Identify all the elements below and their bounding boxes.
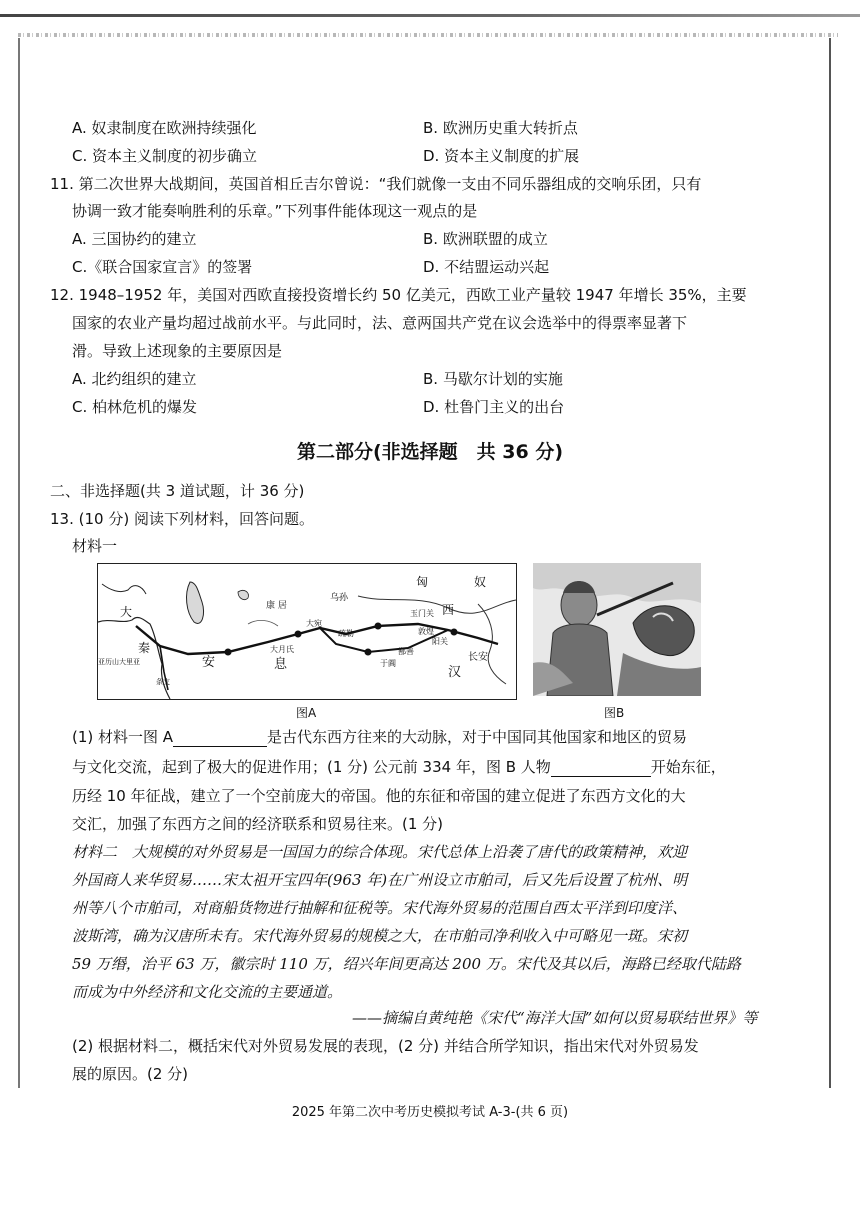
map-label: 匈 — [416, 575, 429, 589]
material2-line6: 而成为中外经济和文化交流的主要通道。 — [72, 983, 343, 1001]
map-label: 康 居 — [266, 601, 287, 611]
aral-sea — [238, 590, 248, 599]
map-label: 安 — [202, 655, 216, 670]
q12-stem-line1: 12. 1948–1952 年，美国对西欧直接投资增长约 50 亿美元，西欧工业产量较 1947 年增长 35%，主要 — [50, 286, 747, 304]
q12-option-c: C. 柏林危机的爆发 — [72, 398, 198, 416]
image-caption: 图B — [604, 706, 625, 720]
sea-outline — [102, 584, 146, 594]
material2-line4: 波斯湾，确为汉唐所未有。宋代海外贸易的规模之大，在市舶司净利收入中可略见一斑。宋初 — [72, 927, 688, 945]
q10-option-a: A. 奴隶制度在欧洲持续强化 — [72, 119, 257, 137]
sub1-line1 — [72, 727, 687, 747]
map-label: 西 — [442, 603, 455, 617]
camel-marker — [451, 629, 458, 636]
caspian-sea — [187, 582, 204, 623]
map-label: 奴 — [474, 575, 487, 589]
material1-label: 材料一 — [72, 537, 118, 555]
sub1-line1-pre: (1) 材料一图 A — [72, 728, 174, 746]
map-label: 敦煌 — [418, 627, 434, 636]
map-label: 乌孙 — [330, 593, 349, 603]
map-label: 鄯善 — [398, 647, 414, 656]
q10-option-c: C. 资本主义制度的初步确立 — [72, 147, 258, 165]
alexander-drawing — [533, 563, 701, 696]
q11-stem-line2: 协调一致才能奏响胜利的乐章。”下列事件能体现这一观点的是 — [72, 202, 478, 220]
alexander-image — [533, 563, 701, 696]
map-label: 大宛 — [306, 619, 322, 628]
material2-source: ——摘编自黄纯艳《宋代“海洋大国”如何以贸易联结世界》等 — [352, 1009, 758, 1027]
map-label: 长安 — [468, 652, 488, 663]
map-label: 汉 — [448, 665, 462, 680]
part2-heading: 二、非选择题(共 3 道试题，计 36 分) — [50, 482, 305, 500]
map-label: 息 — [274, 657, 288, 672]
camel-marker — [225, 649, 232, 656]
sub1-line2-pre: 与文化交流，起到了极大的促进作用；(1 分) 公元前 334 年，图 B 人物 — [72, 758, 551, 776]
answer-blank-a[interactable] — [173, 730, 267, 747]
sub1-line1-post: 是古代东西方往来的大动脉，对于中国同其他国家和地区的贸易 — [267, 728, 688, 746]
map-label: 秦 — [138, 641, 151, 655]
q10-option-b: B. 欧洲历史重大转折点 — [423, 119, 578, 137]
sub2-line1: (2) 根据材料二，概括宋代对外贸易发展的表现，(2 分) 并结合所学知识，指出宋代对外贸易发 — [72, 1037, 699, 1055]
map-drawing — [98, 564, 516, 699]
sub1-line2-post: 开始东征， — [650, 758, 726, 776]
scan-noise-strip — [18, 33, 838, 37]
page-footer: 2025 年第二次中考历史模拟考试 A-3-(共 6 页) — [291, 1105, 569, 1120]
river-line-2 — [248, 620, 278, 626]
answer-blank-b[interactable] — [551, 760, 651, 777]
border-line — [358, 596, 516, 613]
camel-marker — [375, 623, 382, 630]
q12-option-b: B. 马歇尔计划的实施 — [423, 370, 563, 388]
q11-option-c: C.《联合国家宣言》的签署 — [72, 258, 253, 276]
q11-stem-line1: 11. 第二次世界大战期间，英国首相丘吉尔曾说：“我们就像一支由不同乐器组成的交响乐团，只有 — [50, 175, 702, 193]
material2-line1: 材料二 大规模的对外贸易是一国国力的综合体现。宋代总体上沿袭了唐代的政策精神，欢迎 — [72, 843, 688, 861]
part2-title: 第二部分(非选择题 共 36 分) — [296, 441, 564, 463]
q13-stem: 13. (10 分) 阅读下列材料，回答问题。 — [50, 510, 314, 528]
q12-stem-line3: 滑。导致上述现象的主要原因是 — [72, 342, 283, 360]
scan-edge-top — [0, 14, 860, 17]
map-label: 条支 — [156, 678, 170, 686]
q11-option-b: B. 欧洲联盟的成立 — [423, 230, 548, 248]
river-line — [478, 604, 506, 684]
page-frame-left — [18, 38, 20, 1088]
silk-road-map — [97, 563, 517, 700]
map-label: 大 — [120, 605, 133, 619]
sub1-line3: 历经 10 年征战，建立了一个空前庞大的帝国。他的东征和帝国的建立促进了东西方文化的大 — [72, 787, 686, 805]
q10-option-d: D. 资本主义制度的扩展 — [423, 147, 580, 165]
map-caption: 图A — [296, 706, 317, 720]
sub2-line2: 展的原因。(2 分) — [72, 1065, 189, 1083]
material2-line5: 59 万缗，治平 63 万，徽宗时 110 万，绍兴年间更高达 200 万。宋代及其以后，海路已经取代陆路 — [72, 955, 741, 973]
sub1-line4: 交汇，加强了东西方之间的经济联系和贸易往来。(1 分) — [72, 815, 444, 833]
camel-marker — [295, 631, 302, 638]
q12-stem-line2: 国家的农业产量均超过战前水平。与此同时，法、意两国共产党在议会选举中的得票率显著下 — [72, 314, 688, 332]
page-frame-right — [829, 38, 831, 1088]
material2-line3: 州等八个市舶司，对商船货物进行抽解和征税等。宋代海外贸易的范围自西太平洋到印度洋、 — [72, 899, 688, 917]
camel-marker — [365, 649, 372, 656]
map-label: 于阗 — [380, 659, 396, 668]
q11-option-d: D. 不结盟运动兴起 — [423, 258, 550, 276]
sub1-line2 — [72, 757, 726, 777]
map-label: 阳关 — [432, 637, 448, 646]
material2-line2: 外国商人来华贸易……宋太祖开宝四年(963 年)在广州设立市舶司，后又先后设置了杭州、明 — [72, 871, 688, 889]
q11-option-a: A. 三国协约的建立 — [72, 230, 197, 248]
map-label: 玉门关 — [410, 609, 434, 618]
q12-option-a: A. 北约组织的建立 — [72, 370, 197, 388]
map-label: 亚历山大里亚 — [98, 658, 140, 666]
q12-option-d: D. 杜鲁门主义的出台 — [423, 398, 565, 416]
map-label: 大月氏 — [270, 645, 294, 654]
map-label: 疏勒 — [338, 629, 354, 638]
